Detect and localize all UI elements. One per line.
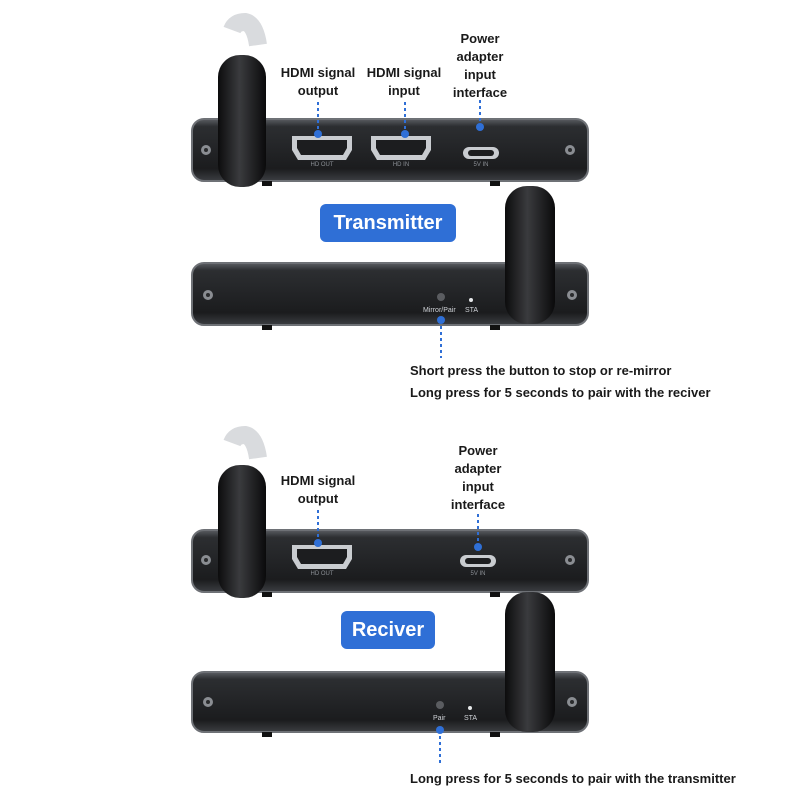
transmitter-hdmi-out-callout: HDMI signal output [280,65,356,98]
transmitter-mirror-pair-label: Mirror/Pair [423,307,456,314]
transmitter-sta-label: STA [465,307,479,314]
receiver-note-long-press: Long press for 5 seconds to pair with the transmitter [410,771,736,786]
transmitter-note-long-press: Long press for 5 seconds to pair with the reciver [410,385,711,400]
receiver-title-badge: Reciver [341,611,435,649]
transmitter-title-badge: Transmitter [320,204,456,242]
receiver-pair-label: Pair [433,715,446,722]
receiver-power-callout: Power adapter input interface [450,443,506,512]
receiver-sta-label: STA [464,715,478,722]
receiver-hd-out-port-label: HD OUT [310,571,334,577]
transmitter-hd-in-port-label: HD IN [392,162,410,168]
transmitter-power-callout: Power adapter input interface [452,31,508,100]
transmitter-note-short-press: Short press the button to stop or re-mirror [410,363,672,378]
transmitter-hd-out-port-label: HD OUT [310,162,334,168]
transmitter-power-port-label: 5V IN [473,162,489,168]
receiver-hdmi-out-callout: HDMI signal output [280,473,356,506]
transmitter-hdmi-in-callout: HDMI signal input [366,65,442,98]
receiver-power-port-label: 5V IN [470,571,486,577]
receiver-front-panel [192,435,588,598]
